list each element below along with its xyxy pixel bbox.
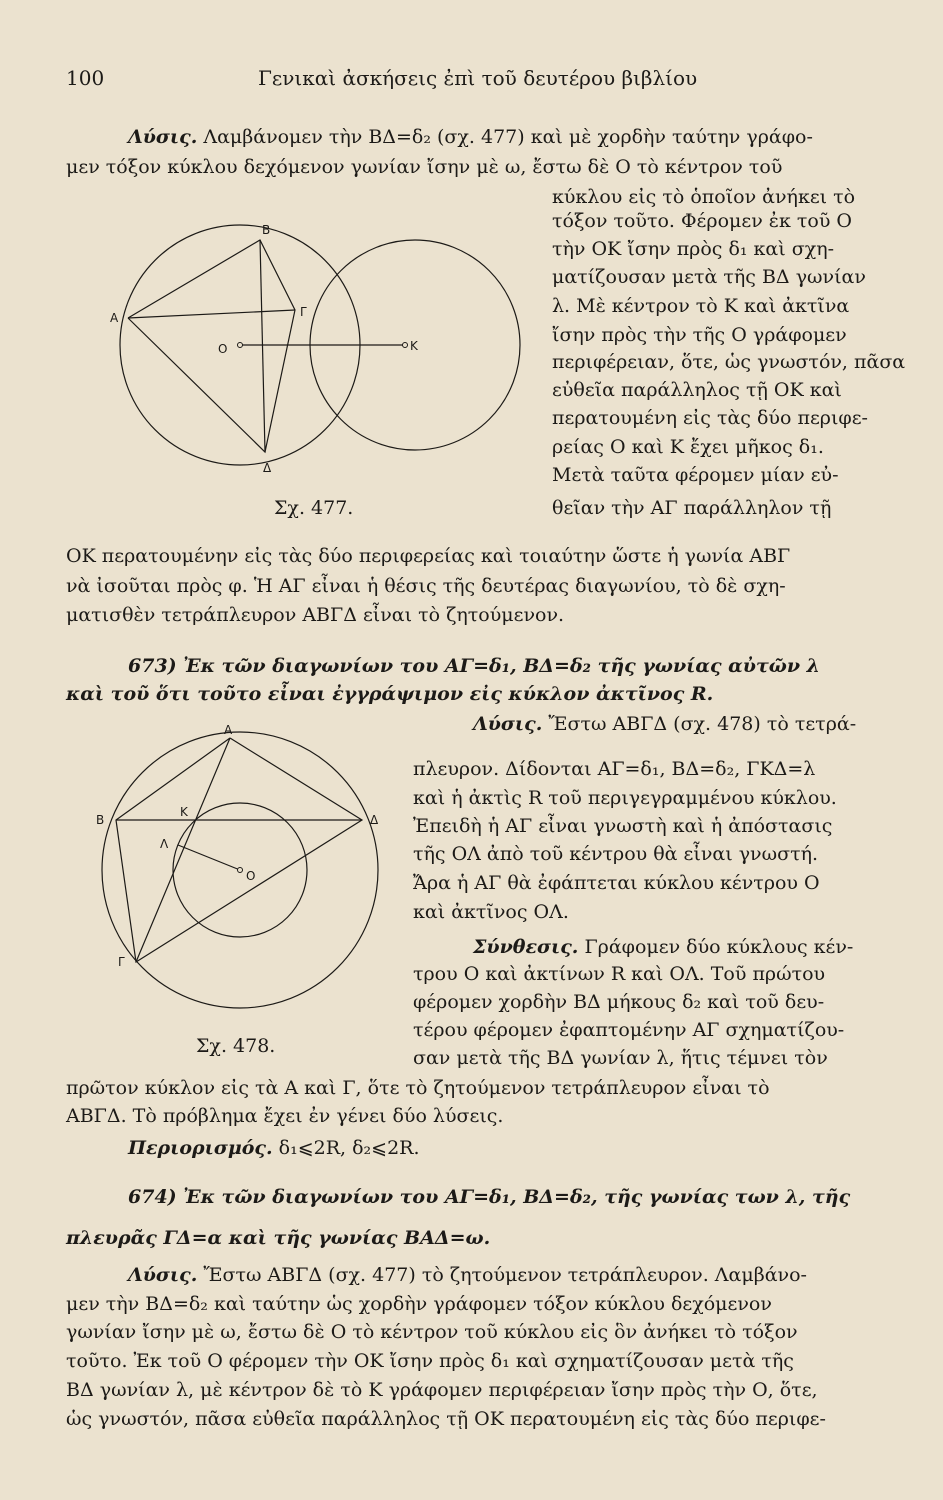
problem-673-title: καὶ τοῦ ὅτι τοῦτο εἶναι ἐγγράψιμον εἰς κύκλον ἀκτῖνος R. xyxy=(66,683,714,705)
label-b: B xyxy=(96,813,105,827)
paragraph-line: Ἄρα ἡ ΑΓ θὰ ἐφάπτεται κύκλου κέντρου Ο xyxy=(413,872,820,894)
paragraph-line: κύκλου εἰς τὸ ὁποῖον ἀνήκει τὸ xyxy=(552,186,856,208)
label-a: A xyxy=(224,723,233,737)
paragraph-line: ΟΚ περατουμένην εἰς τὰς δύο περιφερείας καὶ τοιαύτην ὥστε ἡ γωνία ΑΒΓ xyxy=(66,545,791,567)
label-g: Γ xyxy=(300,305,307,319)
paragraph-line: σαν μετὰ τῆς ΒΔ γωνίαν λ, ἥτις τέμνει τὸν xyxy=(413,1047,828,1069)
paragraph-line: ΒΔ γωνίαν λ, μὲ κέντρον δὲ τὸ Κ γράφομεν περιφέρειαν ἴσην πρὸς τὴν Ο, ὅτε, xyxy=(66,1379,818,1401)
diagonal-ag xyxy=(128,310,295,318)
label-b: B xyxy=(262,223,271,237)
label-d: Δ xyxy=(263,461,272,475)
paragraph-line xyxy=(128,1263,807,1287)
label-o: O xyxy=(218,342,228,356)
paragraph-line: ρείας Ο καὶ Κ ἔχει μῆκος δ₁. xyxy=(552,436,824,458)
paragraph-line: περιφέρειαν, ὅτε, ὡς γνωστόν, πᾶσα xyxy=(552,351,906,373)
paragraph-line: Ἐπειδὴ ἡ ΑΓ εἶναι γνωστὴ καὶ ἡ ἀπόστασις xyxy=(413,815,833,837)
problem-673-title: 673) Ἐκ τῶν διαγωνίων του ΑΓ=δ₁, ΒΔ=δ₂ τῆς γωνίας αὐτῶν λ xyxy=(128,655,820,677)
paragraph-line: μεν τόξον κύκλου δεχόμενον γωνίαν ἴσην μὲ ω, ἔστω δὲ Ο τὸ κέντρον τοῦ xyxy=(66,156,783,178)
paragraph-line: τοῦτο. Ἐκ τοῦ Ο φέρομεν τὴν ΟΚ ἴσην πρὸς δ₁ καὶ σχηματίζουσαν μετὰ τῆς xyxy=(66,1350,794,1372)
paragraph-line: ἴσην πρὸς τὴν τῆς Ο γράφομεν xyxy=(552,324,847,346)
quadrilateral-abgd xyxy=(128,240,295,452)
label-a: A xyxy=(110,311,119,325)
limitation-heading: Περιορισμός. xyxy=(128,1137,273,1159)
figure-478 xyxy=(96,720,400,1030)
solution-heading: Λύσις. xyxy=(128,1264,198,1286)
paragraph-line: καὶ ἡ ἀκτὶς R τοῦ περιγεγραμμένου κύκλου. xyxy=(413,787,837,809)
paragraph-line: μεν τὴν ΒΔ=δ₂ καὶ ταύτην ὡς χορδὴν γράφομεν τόξον κύκλου δεχόμενον xyxy=(66,1293,772,1315)
synthesis-heading: Σύνθεσις. xyxy=(473,936,579,958)
paragraph-line xyxy=(473,935,853,959)
diagonal-bd xyxy=(260,240,265,452)
paragraph-line: τῆς ΟΛ ἀπὸ τοῦ κέντρου θὰ εἶναι γνωστή. xyxy=(413,843,819,865)
paragraph-line: νὰ ἰσοῦται πρὸς φ. Ἡ ΑΓ εἶναι ἡ θέσις τῆς δευτέρας διαγωνίου, τὸ δὲ σχη- xyxy=(66,575,786,597)
paragraph-line: τὴν ΟΚ ἴσην πρὸς δ₁ καὶ σχη- xyxy=(552,238,835,260)
paragraph-line: ματισθὲν τετράπλευρον ΑΒΓΔ εἶναι τὸ ζητούμενον. xyxy=(66,604,565,626)
paragraph-line: φέρομεν χορδὴν ΒΔ μήκους δ₂ καὶ τοῦ δευ- xyxy=(413,991,825,1013)
text-run: Λαμβάνομεν τὴν ΒΔ=δ₂ (σχ. 477) καὶ μὲ χορδὴν ταύτην γράφο- xyxy=(197,126,813,148)
text-run: Ἔστω ΑΒΓΔ (σχ. 477) τὸ ζητούμενον τετράπλευρον. Λαμβάνο- xyxy=(197,1264,807,1286)
paragraph-line xyxy=(128,125,813,149)
page-number: 100 xyxy=(66,66,105,90)
figure-477 xyxy=(90,210,530,510)
label-g: Γ xyxy=(118,955,125,969)
quadrilateral-abgd xyxy=(116,738,362,962)
paragraph-line: ματίζουσαν μετὰ τῆς ΒΔ γωνίαν xyxy=(552,266,866,288)
text-run: Γράφομεν δύο κύκλους κέν- xyxy=(578,936,854,958)
paragraph-line: εὐθεῖα παράλληλος τῇ ΟΚ καὶ xyxy=(552,379,842,401)
paragraph-line: ΑΒΓΔ. Τὸ πρόβλημα ἔχει ἐν γένει δύο λύσεις. xyxy=(66,1105,504,1127)
problem-674-title: 674) Ἐκ τῶν διαγωνίων του ΑΓ=δ₁, ΒΔ=δ₂, τῆς γωνίας των λ, τῆς xyxy=(128,1186,851,1208)
text-run: Ἔστω ΑΒΓΔ (σχ. 478) τὸ τετρά- xyxy=(542,713,857,735)
paragraph-line: τέρου φέρομεν ἐφαπτομένην ΑΓ σχηματίζου- xyxy=(413,1019,845,1041)
paragraph-line: λ. Μὲ κέντρον τὸ Κ καὶ ἀκτῖνα xyxy=(552,295,850,317)
paragraph-line: καὶ ἀκτῖνος ΟΛ. xyxy=(413,901,569,923)
label-l: Λ xyxy=(160,837,169,851)
paragraph-line: ὡς γνωστόν, πᾶσα εὐθεῖα παράλληλος τῇ ΟΚ περατουμένη εἰς τὰς δύο περιφε- xyxy=(66,1408,826,1430)
label-k: K xyxy=(410,339,418,353)
paragraph-line: Μετὰ ταῦτα φέρομεν μίαν εὐ- xyxy=(552,464,839,486)
paragraph-line: γωνίαν ἴσην μὲ ω, ἔστω δὲ Ο τὸ κέντρον τοῦ κύκλου εἰς ὃν ἀνήκει τὸ τόξον xyxy=(66,1321,798,1343)
label-d: Δ xyxy=(370,813,379,827)
running-title: Γενικαὶ ἀσκήσεις ἐπὶ τοῦ δευτέρου βιβλίου xyxy=(258,66,698,90)
solution-heading: Λύσις. xyxy=(473,713,543,735)
paragraph-line: περατουμένη εἰς τὰς δύο περιφε- xyxy=(552,407,868,429)
paragraph-line: πρῶτον κύκλον εἰς τὰ Α καὶ Γ, ὅτε τὸ ζητούμενον τετράπλευρον εἶναι τὸ xyxy=(66,1077,770,1099)
figure-477-caption: Σχ. 477. xyxy=(274,497,354,519)
radius-ol xyxy=(178,845,240,870)
paragraph-line: θεῖαν τὴν ΑΓ παράλληλον τῇ xyxy=(552,497,832,519)
paragraph-line xyxy=(473,712,856,736)
paragraph-line: τρου Ο καὶ ἀκτίνων R καὶ ΟΛ. Τοῦ πρώτου xyxy=(413,963,826,985)
text-run: δ₁⩽2R, δ₂⩽2R. xyxy=(272,1137,420,1159)
problem-674-title: πλευρᾶς ΓΔ=α καὶ τῆς γωνίας ΒΑΔ=ω. xyxy=(66,1227,491,1249)
solution-heading: Λύσις. xyxy=(128,126,198,148)
paragraph-line: πλευρον. Δίδονται ΑΓ=δ₁, ΒΔ=δ₂, ΓΚΔ=λ xyxy=(413,758,816,780)
figure-478-caption: Σχ. 478. xyxy=(196,1035,276,1057)
paragraph-line: τόξον τοῦτο. Φέρομεν ἐκ τοῦ Ο xyxy=(552,210,853,232)
paragraph-line xyxy=(128,1136,420,1160)
label-k: K xyxy=(180,805,188,819)
label-o: O xyxy=(246,869,256,883)
